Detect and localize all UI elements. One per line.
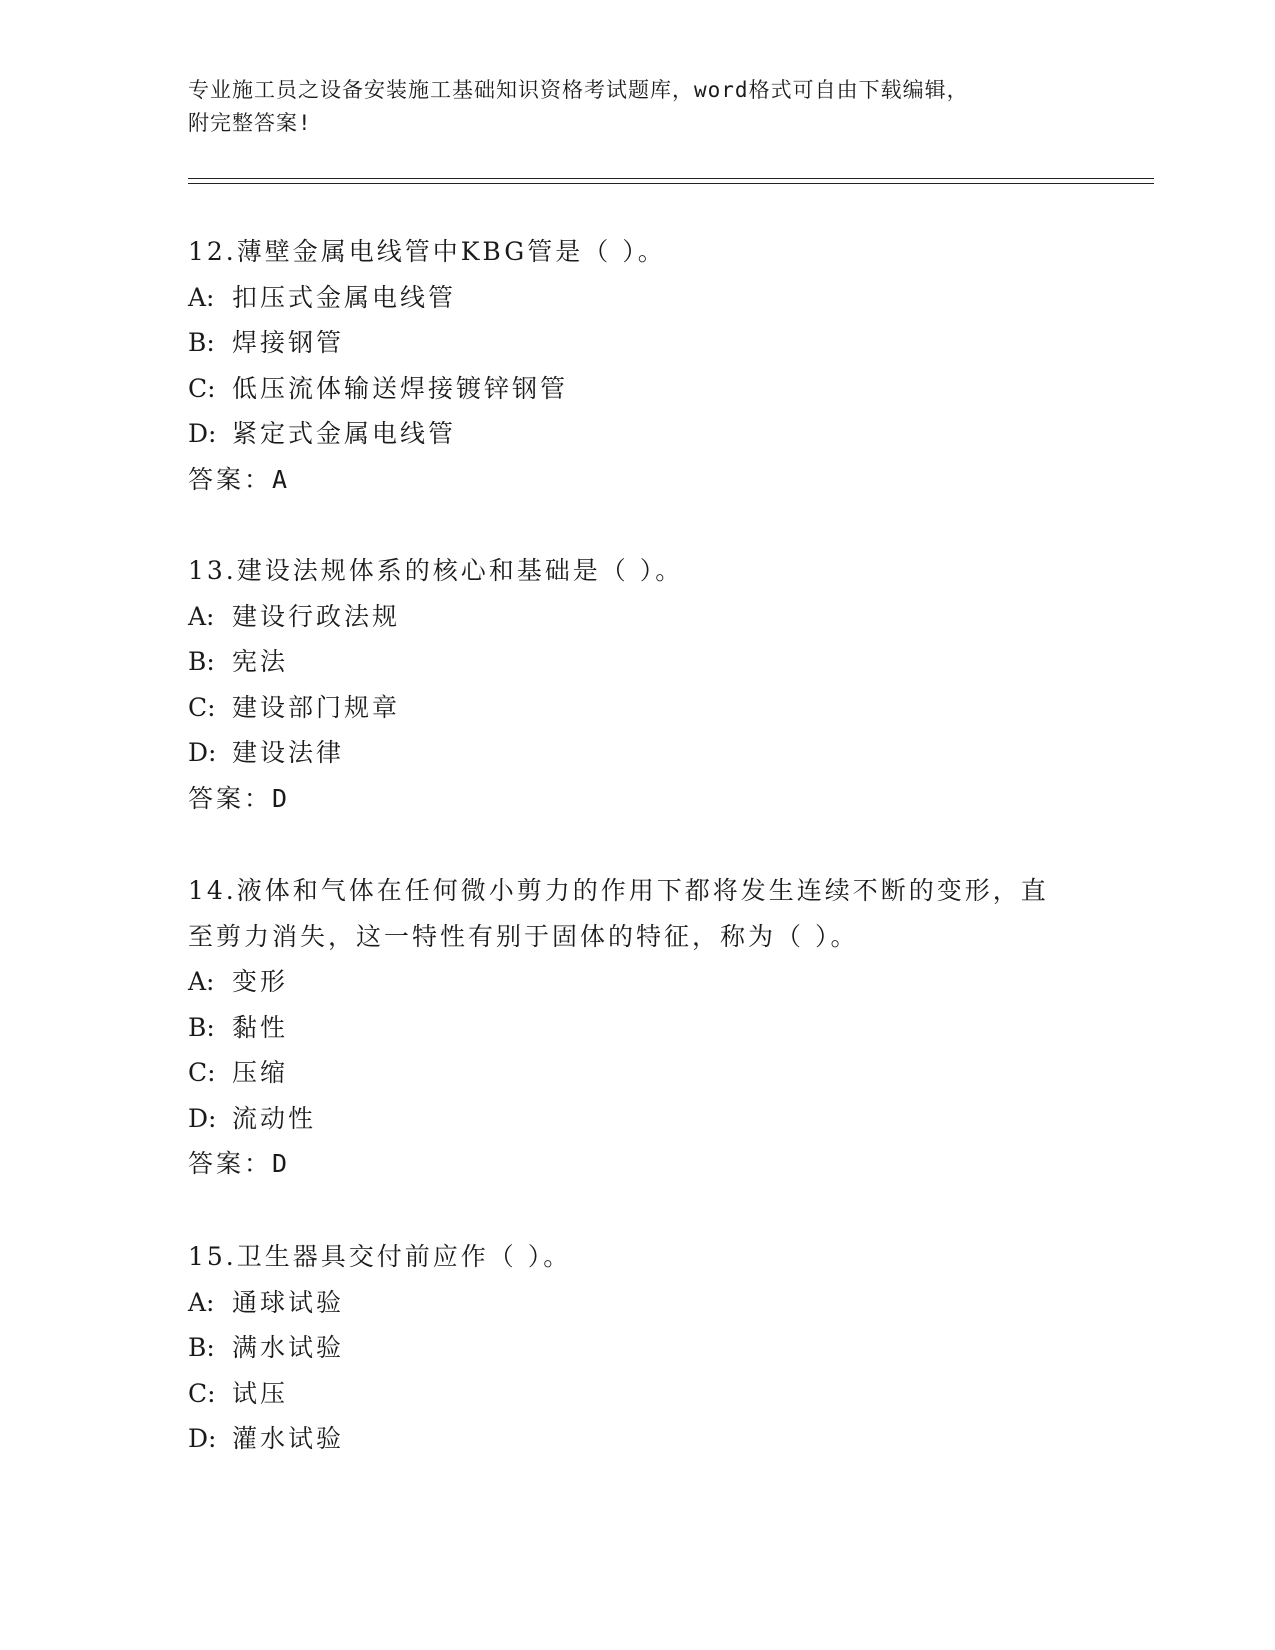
option-b — [188, 1325, 1088, 1371]
option-key: D: — [188, 1103, 217, 1133]
answer-line — [188, 1141, 1088, 1187]
option-key: B: — [188, 647, 215, 676]
question-14 — [188, 868, 1088, 1187]
option-text: 试压 — [232, 1378, 289, 1408]
header-line-2: 附完整答案! — [188, 111, 312, 135]
option-key: D: — [188, 419, 217, 448]
question-stem: 15.卫生器具交付前应作（ ）。 — [188, 1242, 572, 1271]
option-text: 通球试验 — [232, 1287, 345, 1317]
option-c — [188, 685, 1088, 731]
answer-label: 答案： — [188, 783, 273, 813]
option-d — [188, 1096, 1088, 1142]
option-key: B: — [188, 328, 215, 357]
option-b — [188, 639, 1088, 685]
answer-label: 答案： — [188, 1149, 273, 1178]
option-a — [188, 594, 1088, 640]
option-text: 流动性 — [232, 1103, 317, 1133]
question-stem: 14.液体和气体在任何微小剪力的作用下都将发生连续不断的变形，直 — [188, 876, 1049, 905]
option-b — [188, 1005, 1088, 1051]
option-c — [188, 1371, 1088, 1417]
option-text: 紧定式金属电线管 — [232, 419, 457, 448]
option-d — [188, 730, 1088, 776]
option-key: C: — [188, 1058, 216, 1087]
option-b — [188, 320, 1088, 366]
option-key: D: — [188, 738, 217, 767]
option-text: 焊接钢管 — [232, 328, 345, 357]
option-text: 扣压式金属电线管 — [232, 282, 457, 312]
option-text: 变形 — [232, 967, 289, 996]
option-text: 灌水试验 — [232, 1424, 345, 1453]
answer-label: 答案： — [188, 464, 273, 494]
option-d — [188, 1416, 1088, 1462]
option-key: C: — [188, 1378, 216, 1408]
header-divider-top — [188, 178, 1154, 179]
question-12 — [188, 229, 1088, 502]
option-a — [188, 1280, 1088, 1326]
option-text: 建设法律 — [232, 738, 345, 767]
answer-value: D — [272, 1149, 291, 1178]
option-key: A: — [188, 967, 215, 996]
answer-value: A — [272, 464, 291, 494]
option-d — [188, 411, 1088, 457]
option-a — [188, 959, 1088, 1005]
option-key: C: — [188, 692, 216, 722]
option-key: B: — [188, 1333, 215, 1362]
option-text: 宪法 — [232, 647, 289, 676]
option-text: 压缩 — [232, 1058, 289, 1087]
answer-value: D — [272, 783, 291, 813]
question-13 — [188, 548, 1088, 821]
option-key: A: — [188, 601, 215, 631]
option-key: D: — [188, 1424, 217, 1453]
question-stem: 13.建设法规体系的核心和基础是（ ）。 — [188, 556, 684, 585]
option-c — [188, 366, 1088, 412]
header-line-1: 专业施工员之设备安装施工基础知识资格考试题库，word格式可自由下载编辑， — [188, 78, 969, 102]
option-key: B: — [188, 1012, 215, 1042]
option-c — [188, 1050, 1088, 1096]
option-text: 建设行政法规 — [232, 601, 401, 631]
option-key: A: — [188, 282, 215, 312]
option-a — [188, 275, 1088, 321]
document-header — [188, 74, 1088, 140]
option-text: 满水试验 — [232, 1333, 345, 1362]
question-stem-continued: 至剪力消失，这一特性有别于固体的特征，称为（ ）。 — [188, 921, 859, 951]
option-text: 黏性 — [232, 1012, 289, 1042]
question-stem: 12.薄壁金属电线管中KBG管是（ ）。 — [188, 237, 666, 266]
option-text: 建设部门规章 — [232, 692, 401, 722]
header-divider-bottom — [188, 183, 1154, 184]
answer-line — [188, 457, 1088, 503]
option-text: 低压流体输送焊接镀锌钢管 — [232, 373, 569, 403]
question-15 — [188, 1234, 1088, 1462]
option-key: A: — [188, 1287, 215, 1317]
option-key: C: — [188, 373, 216, 403]
answer-line — [188, 776, 1088, 822]
